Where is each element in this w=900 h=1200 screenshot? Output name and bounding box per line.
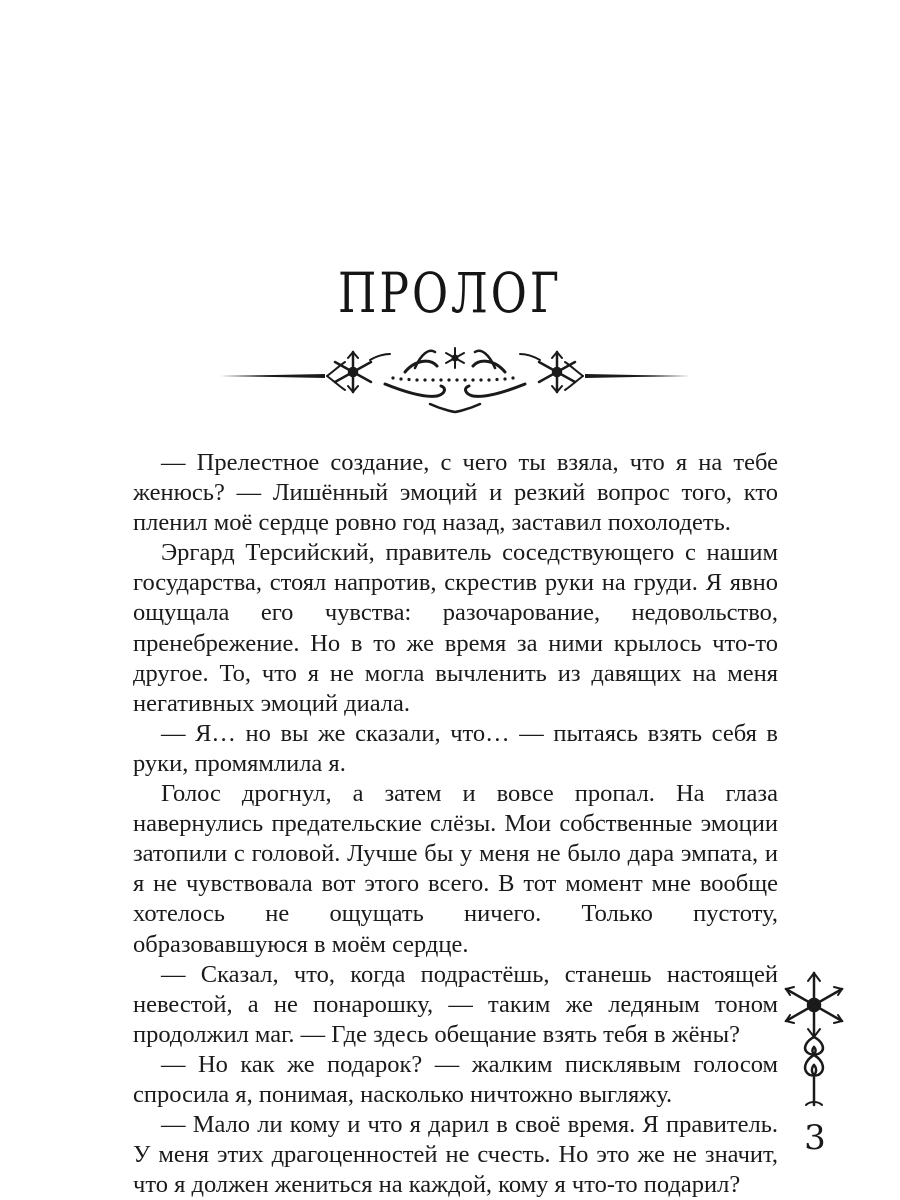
- chapter-title: ПРОЛОГ: [338, 262, 562, 326]
- paragraph: Голос дрогнул, а затем и вовсе пропал. На глаза навернулись предательские слёзы. Мои собственные эмоции затопили с головой. Лучше бы у меня не было дара эмпата, и я не чувствовала вот этого всего. В тот момент мне вообще хотелось не ощущать ничего. Только пустоту, образовавшуюся в моём сердце.: [133, 780, 778, 958]
- paragraph: — Я… но вы же сказали, что… — пытаясь взять себя в руки, промямлила я.: [133, 719, 778, 777]
- paragraph: Эргард Терсийский, правитель соседствующего с нашим государства, стоял напротив, скрестив руки на груди. Я явно ощущала его чувства: разочарование, недовольство, пренебрежение. Но в то же время за ними крылось что-то другое. То, что я не могла вычленить из давящих на меня негативных эмоций диала.: [133, 539, 778, 717]
- paragraph: — Мало ли кому и что я дарил в своё время. Я правитель. У меня этих драгоценностей не счесть. Но это же не значит, что я должен жениться на каждой, кому я что-то подарил?: [133, 1111, 778, 1199]
- paragraph: — Сказал, что, когда подрастёшь, станешь настоящей невестой, а не понарошку, — таким же ледяным тоном продолжил маг. — Где здесь обещание взять тебя в жёны?: [133, 960, 778, 1048]
- paragraph: — Прелестное создание, с чего ты взяла, что я на тебе женюсь? — Лишённый эмоций и резкий вопрос того, кто пленил моё сердце ровно год назад, заставил похолодеть.: [133, 449, 778, 537]
- prologue-text: [133, 448, 778, 1200]
- paragraph: — Но как же подарок? — жалким писклявым голосом спросила я, понимая, насколько ничтожно выгляжу.: [133, 1050, 778, 1108]
- snowflake-column-icon: [778, 965, 850, 1115]
- page-number: 3: [804, 1118, 826, 1158]
- floral-divider-icon: [215, 330, 695, 420]
